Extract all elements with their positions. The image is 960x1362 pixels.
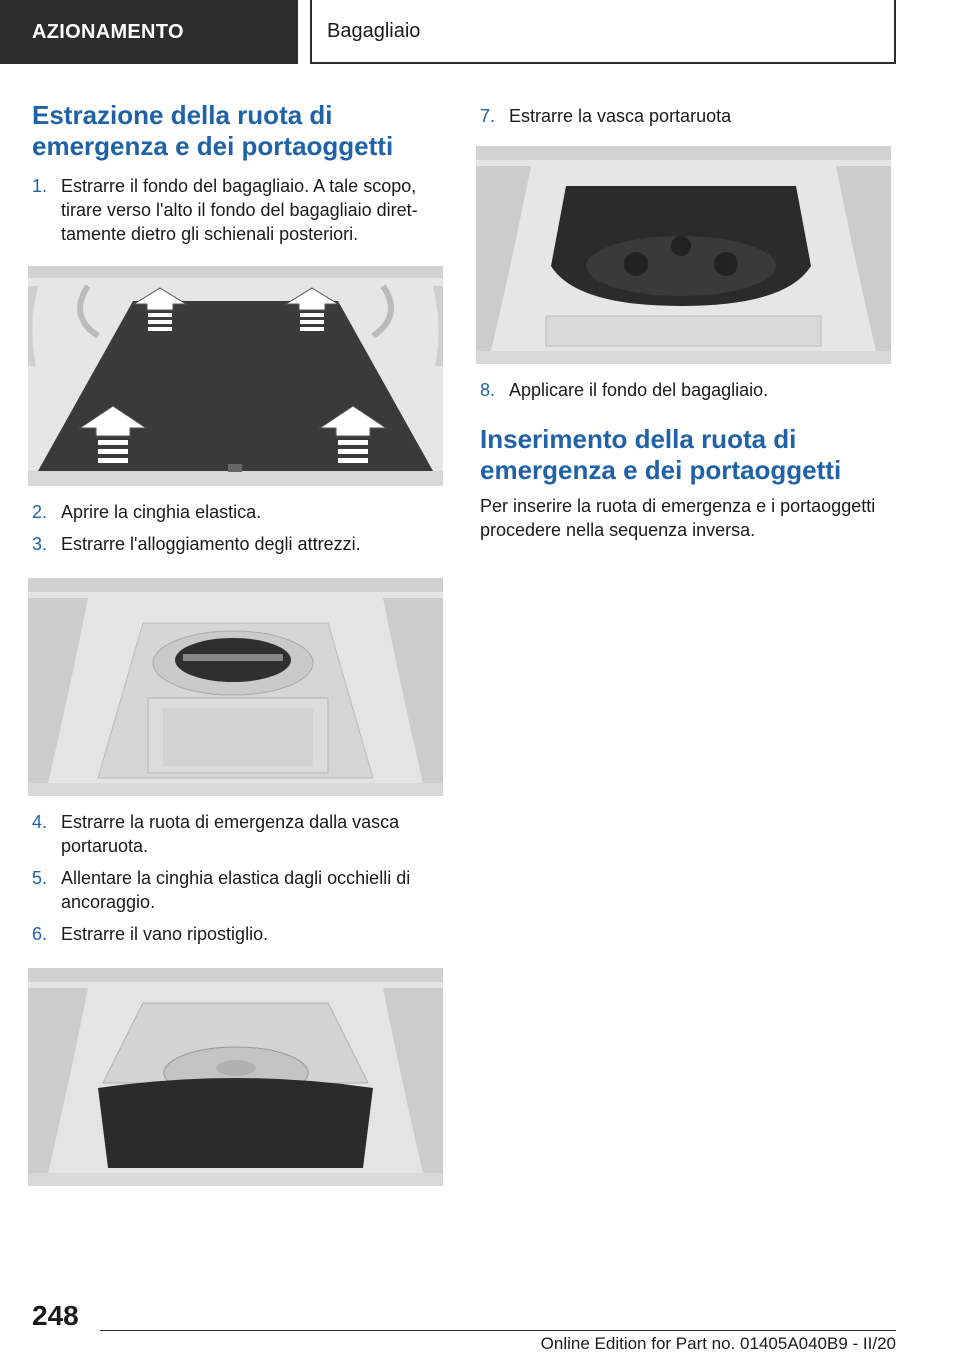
step-number: 6. [32,924,48,944]
page-number: 248 [32,1300,79,1331]
step-item [32,810,444,858]
step-text: Estrarre la vasca portaruota [509,106,732,126]
storage-compartment-figure [28,968,443,1186]
footer-divider [100,1330,896,1331]
step-text: Estrarre l'alloggiamento degli attrezzi. [61,534,361,554]
section-title: Inserimento della ruota di emergenza e dei portaoggetti [480,424,842,485]
right-column [480,100,898,542]
step-item [32,174,444,246]
step-number: 5. [32,868,48,888]
step-number: 7. [480,106,496,126]
topic-tab: Bagagliaio [310,0,896,64]
step-text: Aprire la cinghia elastica. [61,502,262,522]
step-text: Applicare il fondo del bagagliaio. [509,380,769,400]
edition-info: Online Edition for Part no. 01405A040B9 - II/20 [540,1334,896,1353]
step-item [480,378,898,402]
step-number: 3. [32,534,48,554]
trunk-floor-figure [28,266,443,486]
step-item [480,104,898,128]
wheel-tray-figure [476,146,891,364]
body-paragraph: Per inserire la ruota di emergenza e i portaoggetti procedere nella sequenza inversa. [480,496,876,540]
tool-kit-figure [28,578,443,796]
section-tab: AZIONAMENTO [0,0,298,64]
step-number: 1. [32,176,48,196]
step-number: 4. [32,812,48,832]
step-number: 8. [480,380,496,400]
step-text: Estrarre il fondo del bagagliaio. A tale scopo, tirare verso l'alto il fondo del bagagliaio direttamente dietro gli schienali posteriori. [61,176,418,244]
step-text: Estrarre la ruota di emergenza dalla vasca portaruota. [61,812,400,856]
step-item [32,866,444,914]
section-title: Estrazione della ruota di emergenza e dei portaoggetti [32,100,394,161]
step-text: Estrarre il vano ripostiglio. [61,924,269,944]
step-item [32,500,444,524]
step-text: Allentare la cinghia elastica dagli occhielli di ancoraggio. [61,868,411,912]
step-item [32,922,444,946]
step-number: 2. [32,502,48,522]
step-item [32,532,444,556]
left-column [32,100,444,1186]
